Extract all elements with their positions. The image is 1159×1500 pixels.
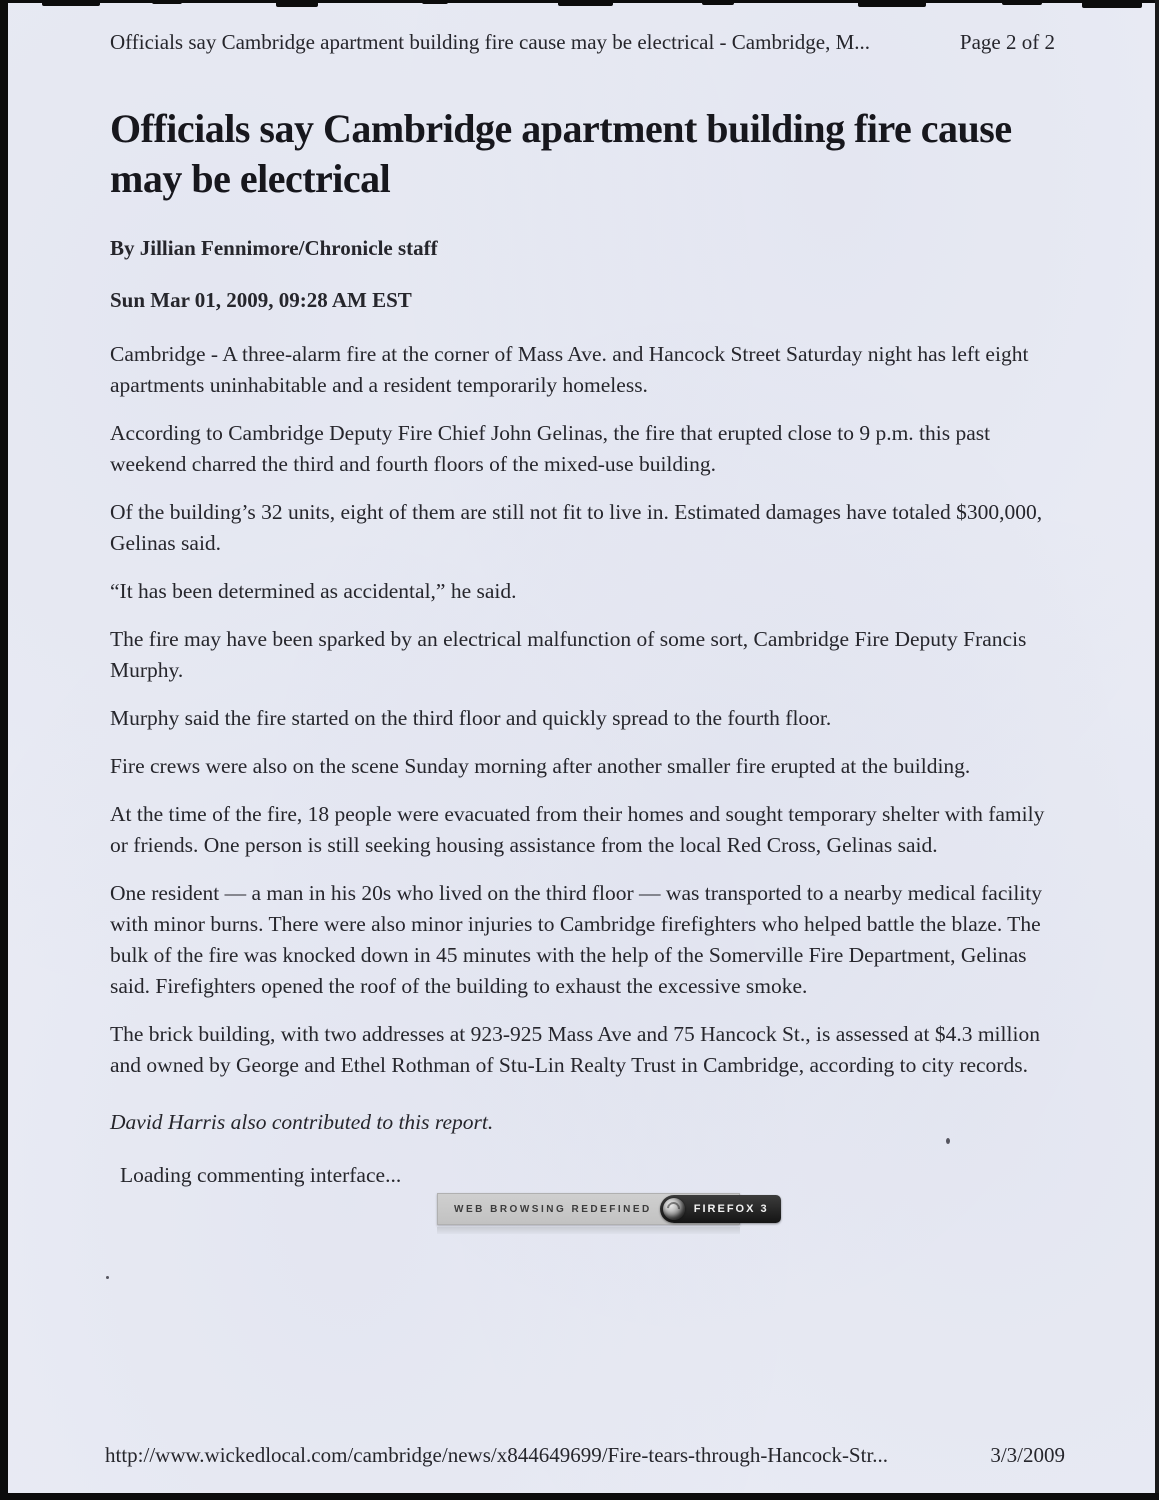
- article-byline: By Jillian Fennimore/Chronicle staff: [110, 236, 438, 260]
- scan-artifact-blob: [1082, 0, 1142, 8]
- scan-artifact-blob: [702, 0, 734, 5]
- article-paragraph: Fire crews were also on the scene Sunday morning after another smaller fire erupted at the building.: [110, 754, 971, 778]
- print-footer: [105, 1443, 1065, 1468]
- print-footer-date: 3/3/2009: [990, 1443, 1065, 1467]
- article-paragraph: Murphy said the fire started on the third floor and quickly spread to the fourth floor.: [110, 706, 832, 730]
- article-paragraph: Cambridge - A three-alarm fire at the corner of Mass Ave. and Hancock Street Saturday night has left eight apartments uninhabitable and a resident temporarily homeless.: [110, 342, 1029, 397]
- article-paragraph: Of the building’s 32 units, eight of them are still not fit to live in. Estimated damages have totaled $300,000, Gelinas said.: [110, 500, 1043, 555]
- firefox-button-label: FIREFOX 3: [693, 1203, 769, 1215]
- print-footer-url: http://www.wickedlocal.com/cambridge/news/x844649699/Fire-tears-through-Hancock-Str...: [105, 1443, 889, 1467]
- print-header: [110, 30, 1055, 55]
- scan-speck: [946, 1138, 950, 1144]
- scan-artifact-blob: [152, 0, 182, 4]
- ad-banner-shadow: [437, 1227, 740, 1234]
- scan-speck: [106, 1276, 109, 1279]
- firefox-ad-strip: [437, 1193, 769, 1225]
- scan-artifact-blob: [276, 0, 318, 7]
- scan-artifact-left-edge: [0, 0, 8, 1500]
- print-header-title: Officials say Cambridge apartment building fire cause may be electrical - Cambridge, M...: [110, 30, 871, 54]
- firefox-button: [660, 1195, 781, 1223]
- firefox-globe-icon: [663, 1198, 685, 1220]
- scan-artifact-bottom-edge: [0, 1493, 1159, 1500]
- scan-artifact-blob: [558, 0, 613, 6]
- scan-artifact-right-edge: [1155, 0, 1159, 1500]
- article-paragraph: The brick building, with two addresses at 923-925 Mass Ave and 75 Hancock St., is assessed at $4.3 million and owned by George and Ethel Rothman of Stu-Lin Realty Trust in Cambridge, according to city records.: [110, 1022, 1040, 1077]
- article-paragraph: At the time of the fire, 18 people were evacuated from their homes and sought temporary shelter with family or friends. One person is still seeking housing assistance from the local Red Cross, Gelinas said.: [110, 802, 1045, 857]
- article-paragraph: The fire may have been sparked by an electrical malfunction of some sort, Cambridge Fire Deputy Francis Murphy.: [110, 627, 1027, 682]
- scan-artifact-blob: [42, 0, 100, 6]
- ad-tagline: WEB BROWSING REDEFINED: [454, 1203, 652, 1215]
- article-body: [110, 339, 1055, 1081]
- firefox-ad-banner: [437, 1193, 769, 1234]
- article-paragraph: According to Cambridge Deputy Fire Chief John Gelinas, the fire that erupted close to 9 p.m. this past weekend charred the third and fourth floors of the mixed-use building.: [110, 421, 991, 476]
- article-title: Officials say Cambridge apartment building fire cause may be electrical: [110, 106, 1012, 201]
- contribution-note: David Harris also contributed to this report.: [110, 1110, 494, 1134]
- scan-artifact-blob: [858, 0, 926, 7]
- loading-comments-text: Loading commenting interface...: [120, 1163, 402, 1187]
- print-header-page-indicator: Page 2 of 2: [959, 30, 1055, 54]
- scan-artifact-blob: [1002, 0, 1042, 5]
- article-paragraph: “It has been determined as accidental,” he said.: [110, 579, 517, 603]
- article-content: [110, 0, 1055, 1191]
- article-paragraph: One resident — a man in his 20s who lived on the third floor — was transported to a nearby medical facility with minor burns. There were also minor injuries to Cambridge firefighters who helped battle the blaze. The bulk of the fire was knocked down in 45 minutes with the help of the Somerville Fire Department, Gelinas said. Firefighters opened the roof of the building to exhaust the excessive smoke.: [110, 881, 1043, 998]
- article-dateline: Sun Mar 01, 2009, 09:28 AM EST: [110, 288, 412, 312]
- scan-artifact-blob: [422, 0, 448, 4]
